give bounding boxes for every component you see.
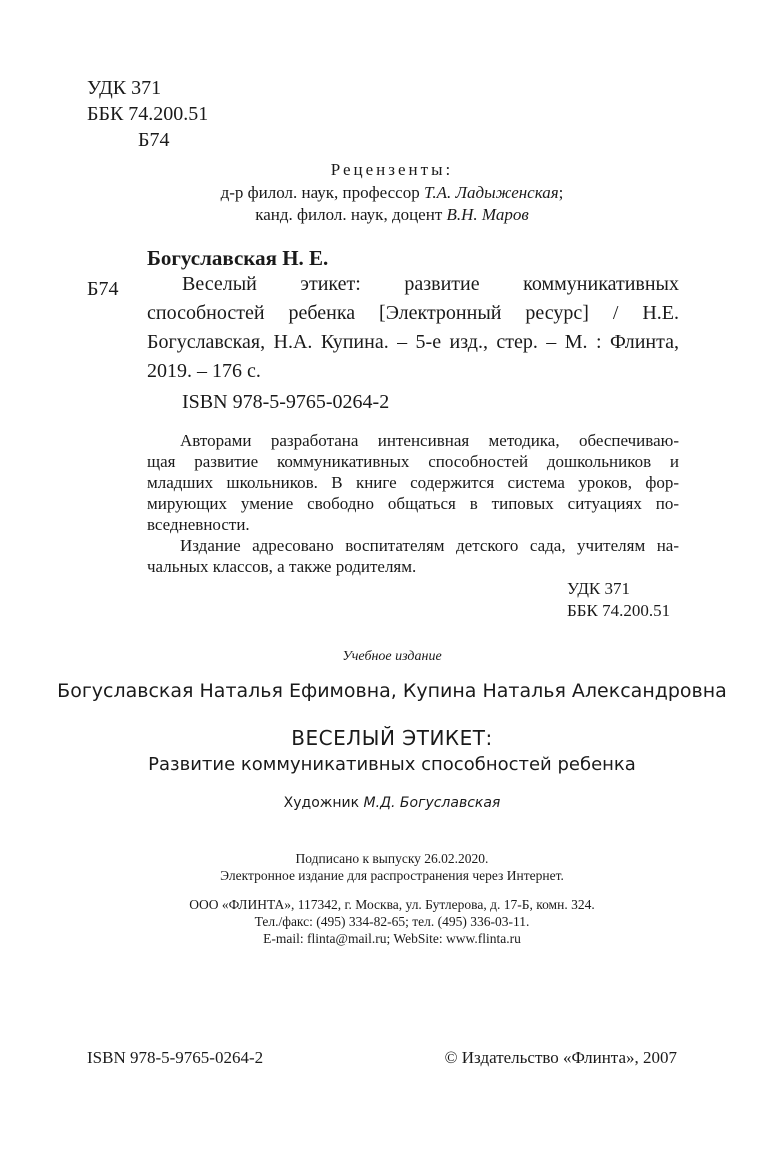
bibliographic-description xyxy=(147,270,679,386)
annotation-udk: УДК 371 xyxy=(567,579,631,598)
annotation-line-6: Издание адресовано воспитателям детского сада, учителям на- xyxy=(180,536,679,555)
reviewer-line-1 xyxy=(0,183,784,203)
annotation-line-2: щая развитие коммуникативных способностей дошкольников и xyxy=(147,452,679,471)
artist-name: М.Д. Богуславская xyxy=(363,795,501,811)
annotation-line-4: мирующих умение свободно общаться в типовых ситуациях по- xyxy=(147,494,679,513)
publisher-contacts: E-mail: flinta@mail.ru; WebSite: www.flinta.ru xyxy=(263,931,521,946)
annotation-line-7: чальных классов, а также родителям. xyxy=(147,557,417,576)
reviewer-2-title: канд. филол. наук, доцент xyxy=(255,205,447,224)
annotation-line-5: вседневности. xyxy=(147,515,250,534)
bib-line-2: способностей ребенка [Электронный ресурс] / Н.Е. xyxy=(147,302,679,324)
annotation-line-3: младших школьников. В книге содержится система уроков, фор- xyxy=(147,473,679,492)
author-mark: Б74 xyxy=(138,129,170,151)
isbn-main: ISBN 978-5-9765-0264-2 xyxy=(182,391,390,413)
imprint-signed: Подписано к выпуску 26.02.2020. xyxy=(295,851,489,866)
annotation-line-1: Авторами разработана интенсивная методика, обеспечиваю- xyxy=(180,431,679,450)
udk-code: УДК 371 xyxy=(87,77,162,99)
bib-author-mark: Б74 xyxy=(87,278,119,300)
main-author-heading: Богуславская Н. Е. xyxy=(147,246,329,270)
footer-copyright: © Издательство «Флинта», 2007 xyxy=(444,1048,677,1067)
reviewer-2-name: В.Н. Маров xyxy=(446,205,529,224)
bib-line-3: Богуславская, Н.А. Купина. – 5-е изд., стер. – М. : Флинта, xyxy=(147,331,679,353)
reviewer-1-suffix: ; xyxy=(558,183,564,202)
reviewer-line-2 xyxy=(0,205,784,225)
annotation xyxy=(147,430,679,577)
reviewers-heading: Рецензенты: xyxy=(330,160,454,179)
annotation-bbk: ББК 74.200.51 xyxy=(567,601,671,620)
imprint-distribution: Электронное издание для распространения через Интернет. xyxy=(220,868,564,883)
publisher-phones: Тел./факс: (495) 334-82-65; тел. (495) 336-03-11. xyxy=(254,914,530,929)
reviewer-1-name: Т.А. Ладыженская xyxy=(423,183,559,202)
full-authors: Богуславская Наталья Ефимовна, Купина Наталья Александровна xyxy=(57,680,727,702)
bbk-code: ББК 74.200.51 xyxy=(87,103,209,125)
bib-line-4: 2019. – 176 с. xyxy=(147,360,261,382)
book-title: ВЕСЕЛЫЙ ЭТИКЕТ: xyxy=(291,726,493,750)
publisher-address: ООО «ФЛИНТА», 117342, г. Москва, ул. Бутлерова, д. 17-Б, комн. 324. xyxy=(189,897,595,912)
book-subtitle: Развитие коммуникативных способностей ребенка xyxy=(148,754,636,775)
artist-label: Художник xyxy=(283,795,364,811)
edition-type: Учебное издание xyxy=(342,649,442,664)
reviewer-1-title: д-р филол. наук, профессор xyxy=(220,183,424,202)
footer-isbn: ISBN 978-5-9765-0264-2 xyxy=(87,1048,264,1067)
bib-line-1: Веселый этикет: развитие коммуникативных xyxy=(182,273,679,295)
artist-credit xyxy=(0,795,784,811)
